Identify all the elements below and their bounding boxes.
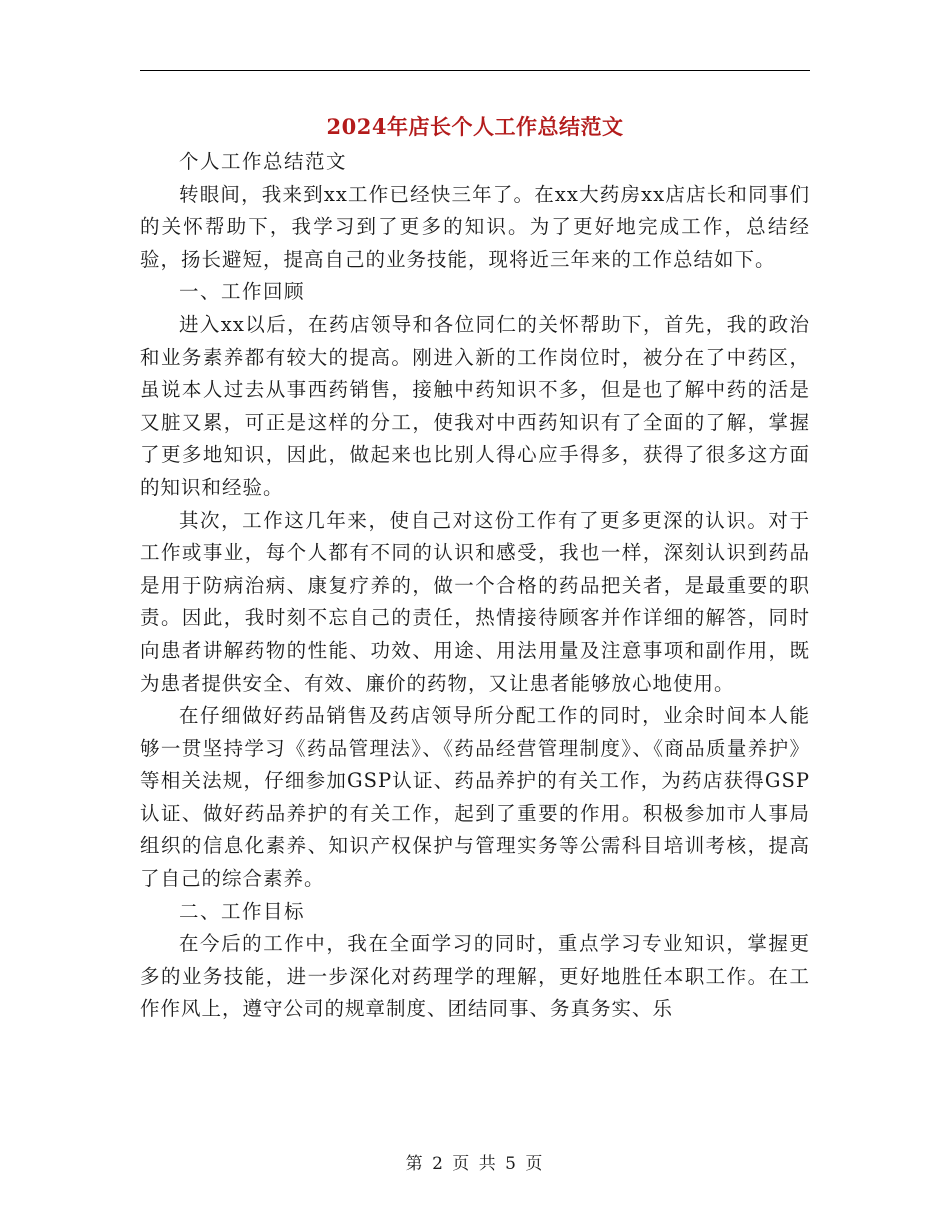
header-rule — [140, 70, 810, 71]
goals-paragraph: 在今后的工作中，我在全面学习的同时，重点学习专业知识，掌握更多的业务技能，进一步深化对药理学的理解，更好地胜任本职工作。在工作作风上，遵守公司的规章制度、团结同事、务真务实、乐 — [140, 932, 810, 1021]
section-heading-goals: 二、工作目标 — [179, 899, 306, 923]
intro-paragraph: 转眼间，我来到xx工作已经快三年了。在xx大药房xx店店长和同事们的关怀帮助下，我学习到了更多的知识。为了更好地完成工作，总结经验，扬长避短，提高自己的业务技能，现将近三年来的工作总结如下。 — [140, 182, 810, 271]
document-body — [140, 146, 810, 1026]
section-heading-review: 一、工作回顾 — [179, 280, 306, 304]
subtitle-paragraph: 个人工作总结范文 — [179, 150, 348, 173]
document-title: 2024年店长个人工作总结范文 — [326, 114, 624, 139]
review-paragraph-2: 其次，工作这几年来，使自己对这份工作有了更多更深的认识。对于工作或事业，每个人都有不同的认识和感受，我也一样，深刻认识到药品是用于防病治病、康复疗养的，做一个合格的药品把关者，是最重要的职责。因此，我时刻不忘自己的责任，热情接待顾客并作详细的解答，同时向患者讲解药物的性能、功效、用途、用法用量及注意事项和副作用，既为患者提供安全、有效、廉价的药物，又让患者能够放心地使用。 — [140, 508, 810, 695]
review-paragraph-3: 在仔细做好药品销售及药店领导所分配工作的同时，业余时间本人能够一贯坚持学习《药品管理法》、《药品经营管理制度》、《商品质量养护》等相关法规，仔细参加GSP认证、药品养护的有关工作，为药店获得GSP认证、做好药品养护的有关工作，起到了重要的作用。积极参加市人事局组织的信息化素养、知识产权保护与管理实务等公需科目培训考核，提高了自己的综合素养。 — [140, 704, 810, 891]
review-paragraph-1: 进入xx以后，在药店领导和各位同仁的关怀帮助下，首先，我的政治和业务素养都有较大的提高。刚进入新的工作岗位时，被分在了中药区，虽说本人过去从事西药销售，接触中药知识不多，但是也了解中药的活是又脏又累，可正是这样的分工，使我对中西药知识有了全面的了解，掌握了更多地知识，因此，做起来也比别人得心应手得多，获得了很多这方面的知识和经验。 — [140, 312, 810, 499]
page-number-footer: 第 2 页 共 5 页 — [405, 1154, 545, 1174]
